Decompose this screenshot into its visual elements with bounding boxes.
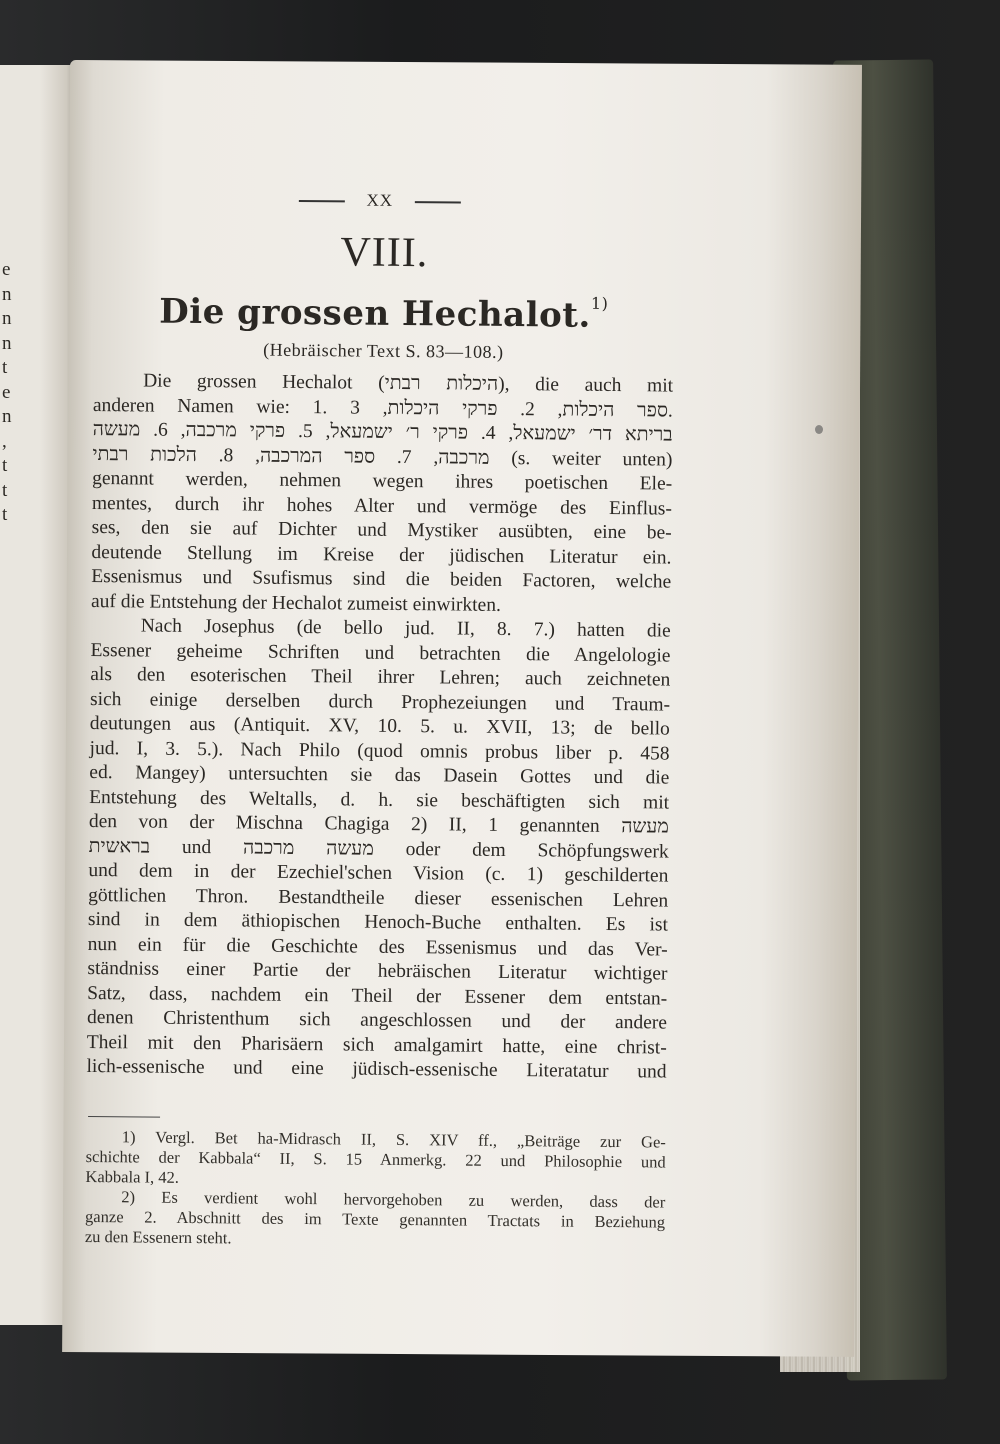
body-text xyxy=(86,369,673,1085)
body-line: als den esoterischen Theil ihrer Lehren; auch zeichneten xyxy=(90,663,671,691)
left-letter: t xyxy=(2,357,8,378)
body-line: Die grossen Hechalot (היכלות רבתי), die auch mit xyxy=(143,370,674,397)
footnote-separator xyxy=(88,1115,160,1117)
left-page-letters xyxy=(2,258,22,528)
body-line: mentes, durch ihr hohes Alter und vermöge des Einflus- xyxy=(91,492,673,520)
body-line: Nach Josephus (de bello jud. II, 8. 7.) hatten die xyxy=(140,615,671,642)
body-line: בריתא דר׳ ישמעאל, 4. פרקי ר׳ ישמעאל, 5. פרקי מרכבה, 6. מעשה xyxy=(92,418,673,446)
body-line: auf die Entstehung der Hechalot zumeist einwirkten. xyxy=(90,590,502,616)
left-letter: t xyxy=(2,504,8,525)
footnote-line: zu den Essenern steht. xyxy=(84,1226,232,1248)
page-number: XX xyxy=(366,190,394,210)
chapter-title xyxy=(94,277,675,339)
chapter-title-text: Die grossen Hechalot. xyxy=(159,291,592,336)
left-letter: n xyxy=(2,406,12,427)
body-line: Theil mit den Pharisäern sich amalgamirt hatte, eine christ- xyxy=(86,1031,667,1059)
chapter-number: VIII. xyxy=(340,229,429,277)
body-line: Entstehung des Weltalls, d. h. sie beschäftigten sich mit xyxy=(89,786,670,814)
title-footnote-marker: 1) xyxy=(590,293,609,313)
body-line: jud. I, 3. 5.). Nach Philo (quod omnis probus liber p. 458 xyxy=(89,737,670,765)
left-letter: e xyxy=(2,259,11,280)
left-letter: e xyxy=(2,381,11,403)
page-number-header xyxy=(85,185,675,217)
body-line: בראשית und מעשה מרכבה oder dem Schöpfungswerk xyxy=(88,835,669,863)
footnotes xyxy=(85,1127,666,1253)
body-line: und dem in der Ezechiel'schen Vision (c. 1) geschilderten xyxy=(88,859,669,887)
left-letter: t xyxy=(2,479,8,501)
footnote-line: Kabbala I, 42. xyxy=(85,1166,180,1187)
body-line: ed. Mangey) untersuchten sie das Dasein Gottes und die xyxy=(89,761,670,789)
footnote-line: schichte der Kabbala“ II, S. 15 Anmerkg. 22 und Philosophie und xyxy=(85,1146,666,1172)
body-line: denen Christenthum sich angeschlossen und der andere xyxy=(86,1006,668,1034)
body-line: genannt werden, nehmen wegen ihres poetischen Ele- xyxy=(92,467,673,495)
body-line: deutungen aus (Antiquit. XV, 10. 5. u. XVII, 13; de bello xyxy=(89,712,670,740)
body-line: sich einige derselben durch Prophezeiungen und Traum- xyxy=(89,688,671,716)
page-text xyxy=(85,185,675,1253)
footnote-line: 2) Es verdient wohl hervorgehoben zu werden, dass der xyxy=(121,1187,666,1212)
left-letter: t xyxy=(2,455,8,476)
body-line: anderen Namen wie: 1. ספר היכלות, 2. פרקי היכלות, 3. xyxy=(92,394,673,422)
footnote-line: ganze 2. Abschnitt des im Texte genannten Tractats in Beziehung xyxy=(85,1206,666,1232)
body-line: Essener geheime Schriften und betrachten die Angelologie xyxy=(90,639,671,667)
left-letter: n xyxy=(2,283,12,305)
body-line: sind in dem äthiopischen Henoch-Buche enthalten. Es ist xyxy=(87,908,669,936)
body-line: ständniss einer Partie der hebräischen Literatur wichtiger xyxy=(87,957,668,985)
footnote-line: 1) Vergl. Bet ha-Midrasch II, S. XIV ff., „Beiträge zur Ge- xyxy=(121,1127,666,1152)
page-mark xyxy=(815,425,823,434)
body-line: מרכבה, 7. ספר המרכבה, 8. הלכות רבתי (s. weiter unten) xyxy=(92,443,673,471)
body-line: deutende Stellung im Kreise der jüdischen Literatur ein. xyxy=(91,541,672,569)
header-rule-left xyxy=(299,200,345,202)
left-letter: , xyxy=(2,430,7,452)
body-line: Essenismus und Ssufismus sind die beiden Factoren, welche xyxy=(91,565,672,593)
header-rule-right xyxy=(415,201,461,203)
body-line: ses, den sie auf Dichter und Mystiker ausübten, eine be- xyxy=(91,516,672,544)
left-letter: n xyxy=(2,308,12,329)
body-line: göttlichen Thron. Bestandtheile dieser essenischen Lehren xyxy=(88,884,669,912)
body-line: Satz, dass, nachdem ein Theil der Essener dem entstan- xyxy=(87,982,668,1010)
body-line: den von der Mischna Chagiga 2) II, 1 genannten מעשה xyxy=(88,810,669,838)
body-line: lich-essenische und eine jüdisch-essenische Literatatur und xyxy=(86,1055,667,1083)
chapter-subtitle: (Hebräischer Text S. 83—108.) xyxy=(263,339,504,362)
left-letter: n xyxy=(2,332,12,354)
body-line: nun ein für die Geschichte des Essenismus und das Ver- xyxy=(87,933,668,961)
